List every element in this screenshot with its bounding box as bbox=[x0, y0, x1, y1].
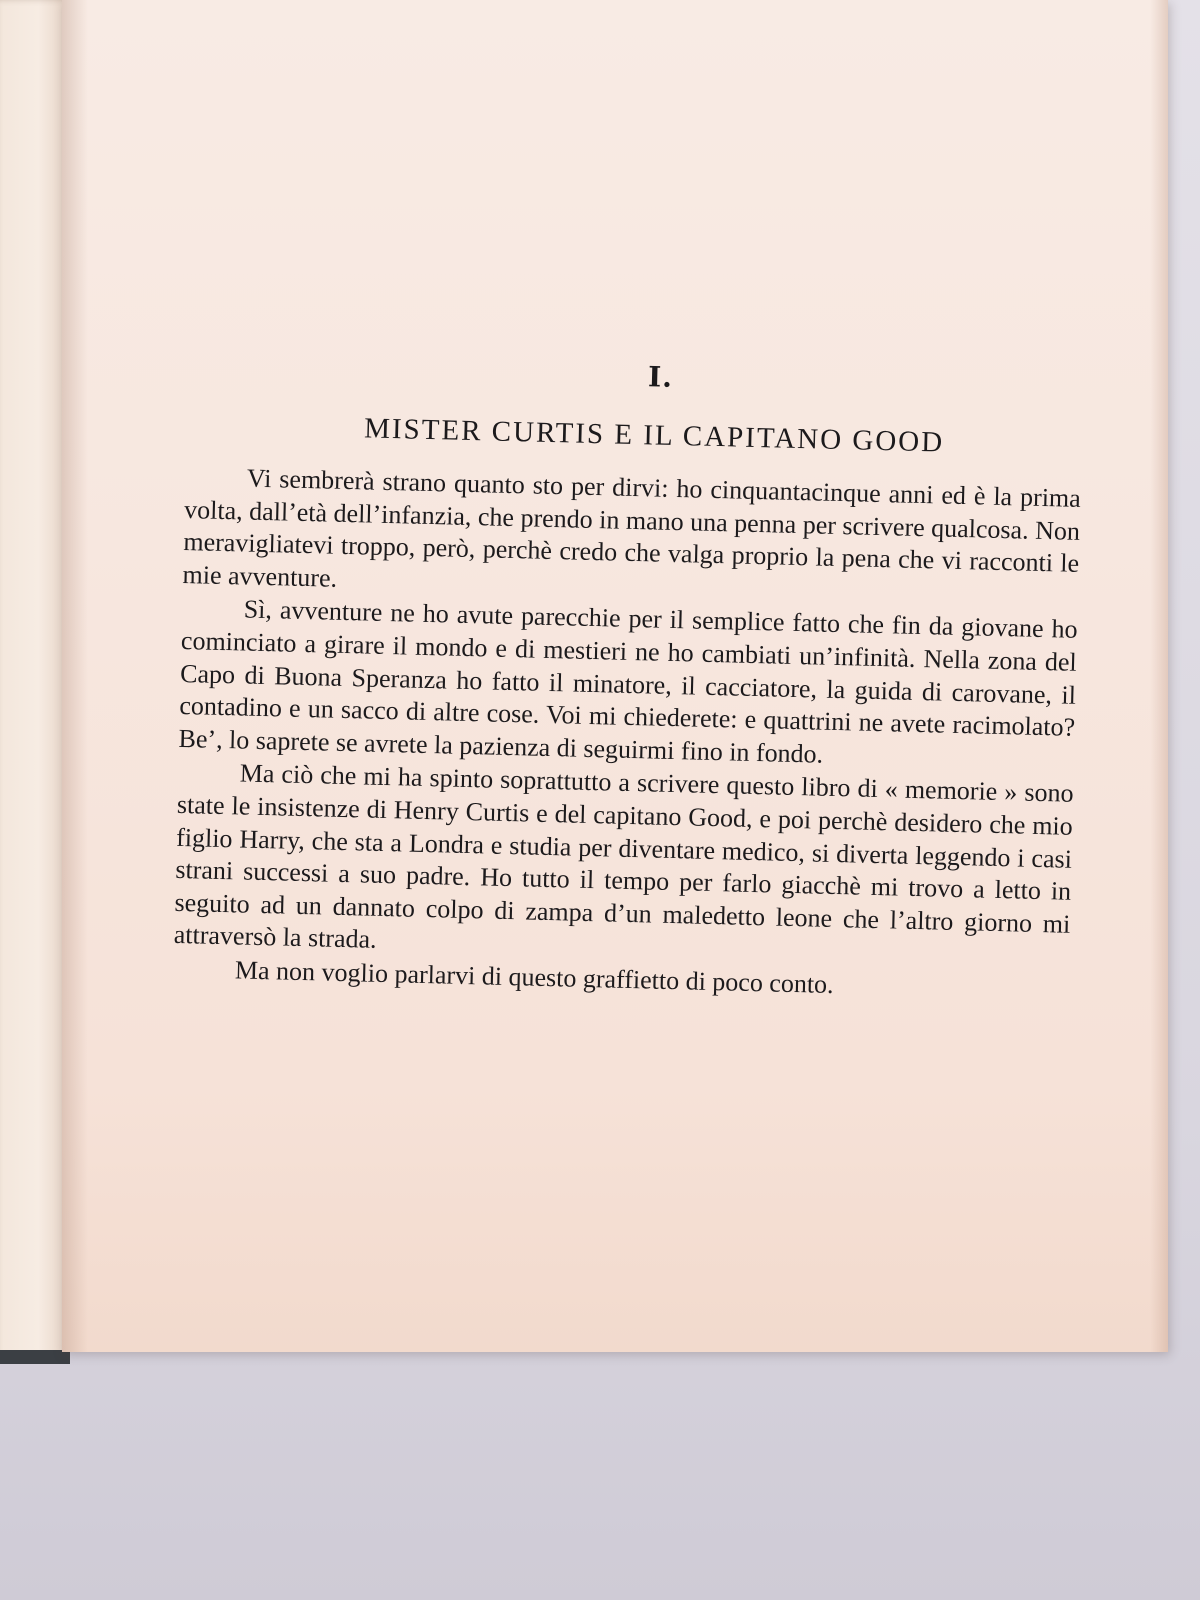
previous-page-edge bbox=[0, 0, 70, 1362]
paragraph: Ma ciò che mi ha spinto soprattutto a scrivere questo libro di « memorie » sono state le insistenze di Henry Curtis e del capitano Good, e poi perchè desidero che mio figlio Harry, che sta a Londra e studia per diventare medico, si diverta leggendo i casi strani successi a suo padre. Ho tutto il tempo per farlo giacchè mi trovo a letto in seguito ad un dannato colpo di zampa d’un maledetto leone che l’altro giorno mi attraversò la strada. bbox=[173, 758, 1074, 955]
chapter-number: I. bbox=[647, 360, 674, 394]
paragraph: Sì, avventure ne ho avute parecchie per il semplice fatto che fin da giovane ho cominciato a girare il mondo e di mestieri ne ho cambiati un’infinità. Nella zona del Capo di Buona Speranza ho fatto il minatore, il cacciatore, la guida di carovane, il contadino e un sacco di altre cose. Voi mi chiederete: e quattrini ne avete racimolato? Be’, lo saprete se avrete la pazienza di seguirmi fino in fondo. bbox=[178, 594, 1078, 769]
chapter-text-block bbox=[173, 349, 1084, 1008]
book-cover-edge bbox=[0, 1350, 70, 1364]
paragraph: Vi sembrerà strano quanto sto per dirvi: ho cinquantacinque anni ed è la prima volta, dall’età dell’infanzia, che prendo in mano una penna per scrivere qualcosa. Non meravigliatevi troppo, però, perchè credo che valga proprio la pena che vi racconti le mie avventure. bbox=[182, 463, 1082, 593]
paragraph: Ma non voglio parlarvi di questo graffietto di poco conto. bbox=[234, 955, 835, 999]
book-page bbox=[62, 0, 1168, 1352]
chapter-title: MISTER CURTIS E IL CAPITANO GOOD bbox=[363, 412, 945, 459]
